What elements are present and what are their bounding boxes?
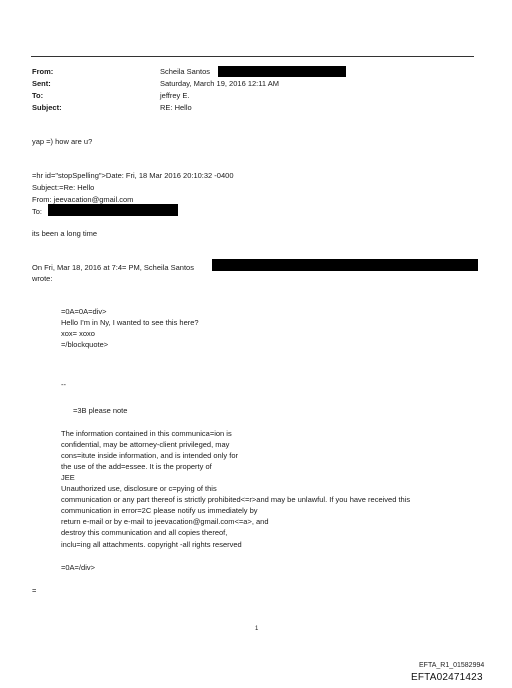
header-divider xyxy=(31,56,474,57)
redaction-bar xyxy=(212,259,478,271)
to-value: jeffrey E. xyxy=(160,91,190,100)
on-date-line: On Fri, Mar 18, 2016 at 7:4= PM, Scheila Santos xyxy=(32,263,194,272)
disclaimer-line: communication or any part thereof is strictly prohibited<=r>and may be unlawful. If you have received this xyxy=(61,495,411,504)
redaction-bar xyxy=(218,66,346,77)
wrote-text: wrote: xyxy=(32,274,53,283)
quoted-line: xox= xoxo xyxy=(61,329,95,338)
please-note-line: =3B please note xyxy=(73,406,128,415)
from-line: From: jeevacation@gmail.com xyxy=(32,195,134,204)
sent-value: Saturday, March 19, 2016 12:11 AM xyxy=(160,79,279,88)
long-time-text: its been a long time xyxy=(32,229,98,238)
sent-label: Sent: xyxy=(32,79,51,88)
reply-text: yap =) how are u? xyxy=(32,137,93,146)
disclaimer-line: inclu=ing all attachments. copyright -all rights reserved xyxy=(61,540,242,549)
disclaimer-line: confidential, may be attorney-client privileged, may xyxy=(61,440,230,449)
subject-label: Subject: xyxy=(32,103,62,112)
page-number: 1 xyxy=(255,626,259,632)
from-label: From: xyxy=(32,67,54,76)
footer-ref-1: EFTA_R1_01582994 xyxy=(419,662,485,669)
quoted-line: =0A=0A=div> xyxy=(61,307,107,316)
disclaimer-line: JEE xyxy=(61,473,75,482)
to-line: To: xyxy=(32,207,43,216)
from-value: Scheila Santos xyxy=(160,67,211,76)
to-label: To: xyxy=(32,91,44,100)
quoted-line: =/blockquote> xyxy=(61,340,109,349)
disclaimer-line: cons=itute inside information, and is intended only for xyxy=(61,451,238,460)
closing-div-line: =0A=/div> xyxy=(61,563,95,572)
signature-dashes: -- xyxy=(61,380,66,389)
disclaimer-line: the use of the add=essee. It is the property of xyxy=(61,462,212,471)
stray-mark: = xyxy=(32,586,37,595)
redaction-bar xyxy=(48,204,178,216)
footer-ref-2: EFTA02471423 xyxy=(411,672,483,683)
disclaimer-line: communication in error=2C please notify us immediately by xyxy=(61,506,258,515)
disclaimer-line: Unauthorized use, disclosure or c=pying of this xyxy=(61,484,217,493)
subject-value: RE: Hello xyxy=(160,103,192,112)
disclaimer-line: return e-mail or by e-mail to jeevacation@gmail.com<=a>, and xyxy=(61,517,269,526)
disclaimer-line: The information contained in this communica=ion is xyxy=(61,429,232,438)
disclaimer-line: destroy this communication and all copies thereof, xyxy=(61,528,228,537)
quoted-line: Hello I'm in Ny, I wanted to see this here? xyxy=(61,318,199,327)
subject-line: Subject:=Re: Hello xyxy=(32,183,95,192)
hr-date-line: =hr id="stopSpelling">Date: Fri, 18 Mar 2016 20:10:32 -0400 xyxy=(32,171,234,180)
